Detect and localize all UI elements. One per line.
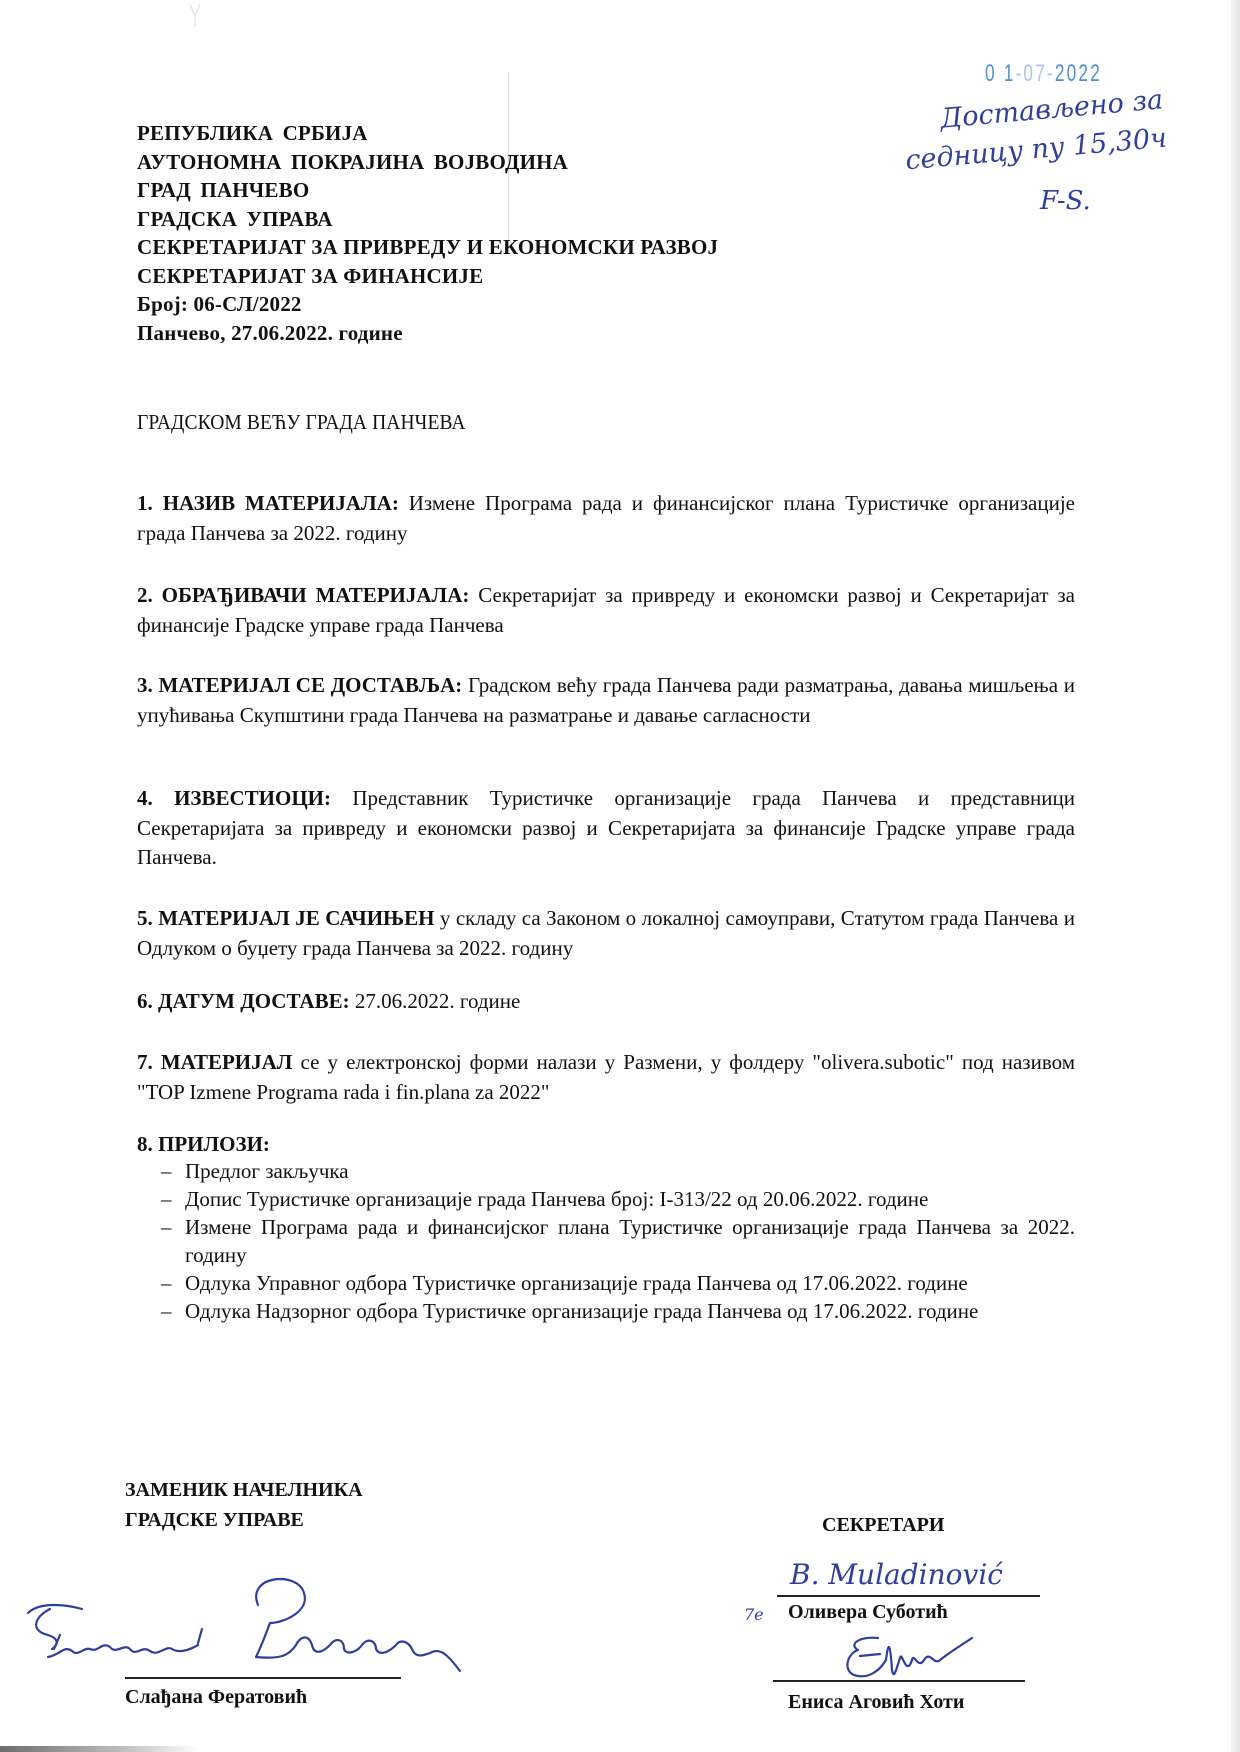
handwritten-signature-1: В. Миladinović <box>790 1558 1003 1591</box>
item-text: се у електронској форми налази у Размени, у фолдеру "olivera.subotic" под називом "TOP Izmene Programa rada i fin.plana za 2022" <box>137 1050 1075 1104</box>
item-6 <box>137 987 1075 1017</box>
item-label: 7. МАТЕРИЈАЛ <box>137 1050 293 1074</box>
dash-bullet-icon: – <box>161 1215 172 1239</box>
document-number: Број: 06-СЛ/2022 <box>137 292 302 316</box>
item-text: у складу са Законом о локалној самоуправи, Статутом града Панчева и Одлуком о буџету града Панчева за 2022. годину <box>137 906 1075 960</box>
attachment-item <box>137 1297 1075 1325</box>
handnote-line-2: седницу пу 15,30ч <box>904 122 1169 177</box>
attachment-item <box>137 1213 1075 1269</box>
proxy-mark: 7e <box>744 1605 764 1624</box>
attachment-text: Одлука Надзорног одбора Туристичке организације града Панчева од 17.06.2022. године <box>185 1299 979 1323</box>
signature-title-line-1: ЗАМЕНИК НАЧЕЛНИКА <box>125 1479 363 1501</box>
signature-line <box>777 1595 1040 1597</box>
signer-name: Ениса Аговић Хоти <box>788 1691 965 1713</box>
attachment-text: Одлука Управног одбора Туристичке организације града Панчева од 17.06.2022. године <box>185 1271 968 1295</box>
received-stamp-date <box>985 60 1102 88</box>
scan-bottom-smudge <box>0 1746 200 1752</box>
item-5 <box>137 904 1075 963</box>
signature-line <box>125 1677 401 1679</box>
attachment-item <box>137 1157 1075 1185</box>
signature-line <box>773 1680 1025 1682</box>
dash-bullet-icon: – <box>161 1271 172 1295</box>
item-label: 4. ИЗВЕСТИОЦИ: <box>137 786 332 810</box>
item-text: Секретаријат за привреду и економски развој и Секретаријат за финансије Градске управе града Панчева <box>137 583 1075 637</box>
attachment-text: Измене Програма рада и финансијског плана Туристичке организације града Панчева за 2022. годину <box>185 1215 1075 1267</box>
stamp-year: 2022 <box>1054 60 1102 87</box>
item-1 <box>137 489 1075 548</box>
signer-name: Слађана Фератовић <box>125 1686 308 1708</box>
header-administration: ГРАДСКА УПРАВА <box>137 206 333 231</box>
header-republic: РЕПУБЛИКА СРБИЈА <box>137 121 368 145</box>
signer-name: Оливера Суботић <box>788 1601 948 1623</box>
attachment-item <box>137 1269 1075 1297</box>
stamp-day: 0 1 <box>985 60 1016 87</box>
item-label: 5. МАТЕРИЈАЛ ЈЕ САЧИЊЕН <box>137 906 435 930</box>
dash-bullet-icon: – <box>161 1159 172 1183</box>
item-7 <box>137 1048 1075 1107</box>
header-city: ГРАД ПАНЧЕВО <box>137 178 310 202</box>
handwritten-signature-icon <box>20 1575 480 1685</box>
dash-bullet-icon: – <box>161 1299 172 1323</box>
item-2 <box>137 581 1075 640</box>
item-label: 2. ОБРАЂИВАЧИ МАТЕРИЈАЛА: <box>137 583 470 607</box>
dash-bullet-icon: – <box>161 1187 172 1211</box>
header-secretariat-finance: СЕКРЕТАРИЈАТ ЗА ФИНАНСИЈЕ <box>137 263 484 288</box>
attachment-text: Допис Туристичке организације града Панчева број: I-313/22 од 20.06.2022. године <box>185 1187 929 1211</box>
signature-title-line-2: ГРАДСКЕ УПРАВЕ <box>125 1509 304 1531</box>
attachments-section <box>137 1132 1075 1325</box>
item-3 <box>137 671 1075 730</box>
attachment-item <box>137 1185 1075 1213</box>
header-province: АУТОНОМНА ПОКРАЈИНА ВОЈВОДИНА <box>137 149 569 174</box>
item-label: 3. МАТЕРИЈАЛ СЕ ДОСТАВЉА: <box>137 673 463 697</box>
document-header <box>137 119 718 347</box>
item-text: Измене Програма рада и финансијског плана Туристичке организације града Панчева за 2022. годину <box>137 491 1075 545</box>
signature-title: СЕКРЕТАРИ <box>822 1514 945 1536</box>
scan-corner-mark-icon <box>188 2 202 28</box>
item-text: Градском већу града Панчева ради разматрања, давања мишљења и упућивања Скупштини града Панчева на разматрање и давање сагласности <box>137 673 1075 727</box>
item-text: Представник Туристичке организације града Панчева и представници Секретаријата за привреду и економски развој и Секретаријата за финансије Градске управе града Панчева. <box>137 786 1075 869</box>
document-place-date: Панчево, 27.06.2022. године <box>137 320 403 345</box>
addressee: ГРАДСКОМ ВЕЋУ ГРАДА ПАНЧЕВА <box>137 410 466 434</box>
item-label: 6. ДАТУМ ДОСТАВЕ: <box>137 989 350 1013</box>
header-secretariat-economy: СЕКРЕТАРИЈАТ ЗА ПРИВРЕДУ И ЕКОНОМСКИ РАЗВОЈ <box>137 235 719 259</box>
attachments-list <box>137 1157 1075 1325</box>
scan-page-edge <box>1231 0 1240 1752</box>
attachments-title: 8. ПРИЛОЗИ: <box>137 1132 270 1156</box>
handnote-line-1: Достављено за <box>939 84 1165 135</box>
stamp-month: -07- <box>1015 60 1055 87</box>
item-4 <box>137 784 1075 873</box>
item-label: 1. НАЗИВ МАТЕРИЈАЛА: <box>137 491 399 515</box>
attachment-text: Предлог закључка <box>185 1159 349 1183</box>
item-text: 27.06.2022. године <box>349 989 521 1013</box>
handnote-line-3: F-S. <box>1040 186 1091 216</box>
